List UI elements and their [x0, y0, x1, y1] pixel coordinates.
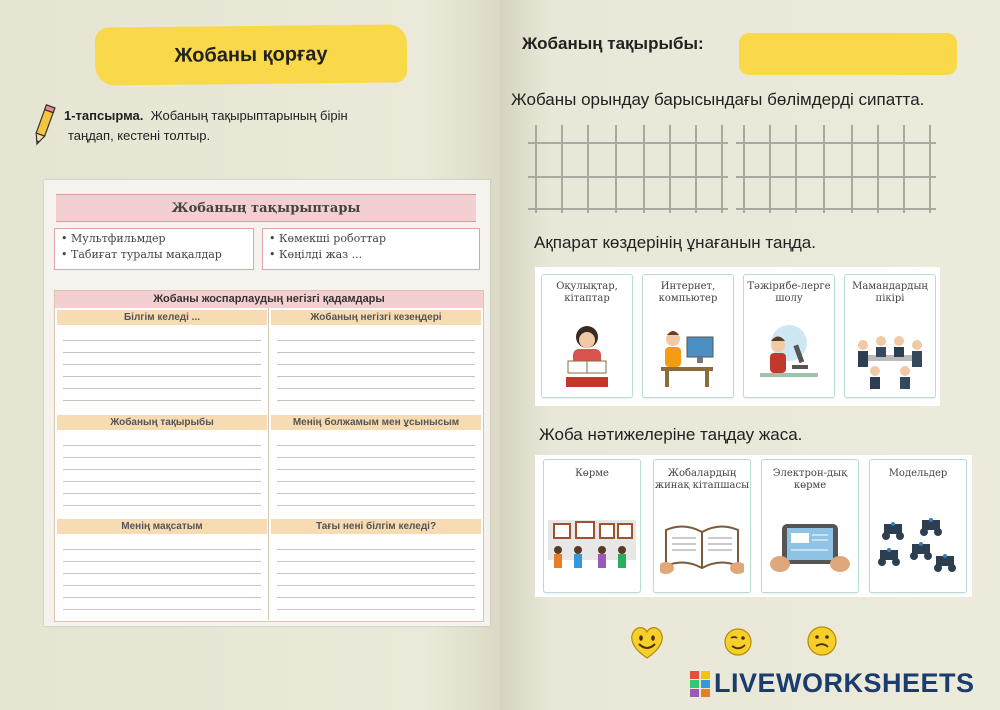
task-instruction — [64, 106, 424, 146]
cell-header: Менің болжамым мен ұсынысым — [271, 415, 481, 430]
topic-item: • Көңілді жаз ... — [269, 248, 363, 261]
microscope-boy-icon — [758, 323, 820, 389]
topics-ribbon: Жобаның тақырыптары — [56, 194, 476, 222]
cell-lines — [63, 538, 261, 614]
project-title-input[interactable] — [739, 33, 957, 75]
topic-item: • Мультфильмдер — [61, 232, 166, 245]
source-card-experts[interactable] — [844, 274, 936, 398]
card-label: Оқулықтар, кітаптар — [556, 281, 618, 304]
card-label: Электрон-дық көрме — [772, 468, 848, 491]
topic-item: • Көмекші роботтар — [269, 232, 386, 245]
sources-image — [535, 267, 940, 406]
textbook-image — [44, 180, 490, 626]
answer-grid-left[interactable] — [528, 125, 728, 213]
task-text-line2: таңдап, кестені толтыр. — [68, 128, 211, 143]
experts-meeting-icon — [853, 325, 927, 389]
results-prompt: Жоба нәтижелеріне таңдау жаса. — [539, 425, 803, 444]
confused-face-icon[interactable] — [806, 625, 838, 657]
card-label: Көрме — [575, 468, 609, 479]
exhibition-icon — [548, 514, 636, 574]
liveworksheets-logo[interactable] — [690, 668, 975, 699]
results-image — [535, 455, 972, 597]
happy-heart-face-icon[interactable] — [628, 623, 666, 661]
topics-box-left — [54, 228, 254, 270]
task-number: 1-тапсырма. — [64, 108, 144, 123]
cell-header: Жобаның тақырыбы — [57, 415, 267, 430]
result-card-models[interactable] — [869, 459, 967, 593]
result-card-exhibition[interactable] — [543, 459, 641, 593]
pencil-icon — [30, 103, 56, 149]
task-text-line1: Жобаның тақырыптарының бірін — [150, 108, 348, 123]
planning-table — [54, 290, 484, 622]
cell-lines — [63, 434, 261, 508]
source-card-internet[interactable] — [642, 274, 734, 398]
open-book-icon — [660, 520, 744, 580]
section-banner — [95, 24, 408, 85]
winking-face-icon[interactable] — [723, 627, 753, 657]
card-label: Интернет, компьютер — [658, 281, 718, 304]
column-divider — [268, 308, 269, 620]
cell-header: Менің мақсатым — [57, 519, 267, 534]
topics-box-right — [262, 228, 480, 270]
cell-lines — [63, 329, 261, 403]
tablet-icon — [768, 520, 852, 578]
source-card-experiments[interactable] — [743, 274, 835, 398]
cell-header: Тағы нені білгім келеді? — [271, 519, 481, 534]
cell-header: Білгім келеді ... — [57, 310, 267, 325]
topic-item: • Табиғат туралы мақалдар — [61, 248, 222, 261]
result-card-e-exhibition[interactable] — [761, 459, 859, 593]
planning-table-title: Жобаны жоспарлаудың негізгі қадамдары — [55, 291, 483, 308]
girl-reading-icon — [560, 323, 614, 389]
liveworksheets-mark-icon — [690, 671, 710, 697]
brand-text: LIVEWORKSHEETS — [714, 668, 975, 698]
card-label: Тәжірибе-лерге шолу — [747, 281, 831, 304]
card-label: Жобалардың жинақ кітапшасы — [654, 468, 750, 491]
computer-user-icon — [657, 323, 719, 389]
cell-lines — [277, 538, 475, 614]
cell-lines — [277, 434, 475, 508]
card-label: Мамандардың пікірі — [852, 281, 928, 304]
source-card-books[interactable] — [541, 274, 633, 398]
result-card-booklet[interactable] — [653, 459, 751, 593]
project-title-label: Жобаның тақырыбы: — [522, 34, 704, 53]
cell-lines — [277, 329, 475, 403]
answer-grid-right[interactable] — [736, 125, 936, 213]
card-label: Модельдер — [888, 468, 948, 479]
sources-prompt: Ақпарат көздерінің ұнағанын таңда. — [534, 233, 816, 252]
cell-header: Жобаның негізгі кезеңдері — [271, 310, 481, 325]
robot-models-icon — [876, 516, 960, 580]
banner-title: Жобаны қорғау — [174, 42, 328, 67]
describe-prompt: Жобаны орындау барысындағы бөлімдерді сипатта. — [511, 90, 925, 109]
